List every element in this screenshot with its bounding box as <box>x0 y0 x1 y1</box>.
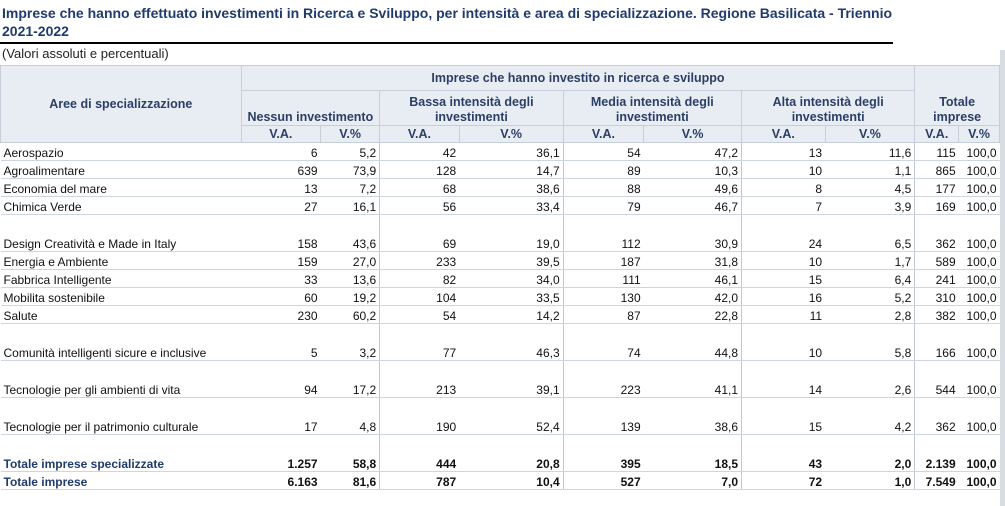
table-row <box>1 306 1000 324</box>
cell-pct: 49,6 <box>644 179 742 197</box>
pct-col-header: V.% <box>959 126 1000 143</box>
cell-pct: 100,0 <box>959 252 1000 270</box>
va-col-header: V.A. <box>915 126 959 143</box>
cell-va: 865 <box>915 161 959 179</box>
cell-pct: 6,4 <box>825 270 915 288</box>
cell-va: 10 <box>742 324 826 361</box>
cell-pct: 5,8 <box>825 324 915 361</box>
row-label: Mobilita sostenibile <box>1 288 242 306</box>
cell-pct: 1,1 <box>825 161 915 179</box>
cell-pct: 100,0 <box>959 435 1000 472</box>
cell-pct: 1,0 <box>825 472 915 490</box>
cell-va: 79 <box>563 197 644 215</box>
cell-va: 362 <box>915 398 959 435</box>
cell-pct: 10,4 <box>459 472 563 490</box>
cell-pct: 10,3 <box>644 161 742 179</box>
table-row <box>1 143 1000 161</box>
total-header-top <box>915 66 1000 91</box>
cell-pct: 39,1 <box>459 361 563 398</box>
table-title: Imprese che hanno effettuato investimenti in Ricerca e Sviluppo, per intensità e area di specializzazione. Regione Basilicata - Triennio 2021-2022 <box>2 5 893 39</box>
cell-va: 382 <box>915 306 959 324</box>
table-row <box>1 361 1000 398</box>
cell-pct: 100,0 <box>959 288 1000 306</box>
cell-va: 77 <box>380 324 460 361</box>
cell-va: 17 <box>241 398 321 435</box>
group-bassa: Bassa intensità degli investimenti <box>380 91 563 126</box>
cell-va: 16 <box>742 288 826 306</box>
row-header: Aree di specializzazione <box>1 66 242 143</box>
cell-va: 10 <box>742 252 826 270</box>
cell-pct: 46,1 <box>644 270 742 288</box>
cell-pct: 1,7 <box>825 252 915 270</box>
cell-va: 43 <box>742 435 826 472</box>
pct-col-header: V.% <box>321 126 380 143</box>
cell-va: 2.139 <box>915 435 959 472</box>
cell-pct: 60,2 <box>321 306 380 324</box>
cell-pct: 34,0 <box>459 270 563 288</box>
cell-va: 54 <box>380 306 460 324</box>
cell-va: 787 <box>380 472 460 490</box>
cell-pct: 41,1 <box>644 361 742 398</box>
cell-pct: 81,6 <box>321 472 380 490</box>
cell-va: 72 <box>742 472 826 490</box>
cell-va: 233 <box>380 252 460 270</box>
cell-va: 159 <box>241 252 321 270</box>
row-label: Comunità intelligenti sicure e inclusive <box>1 324 242 361</box>
cell-pct: 2,6 <box>825 361 915 398</box>
cell-va: 5 <box>241 324 321 361</box>
cell-va: 104 <box>380 288 460 306</box>
table-body <box>1 143 1000 490</box>
cell-va: 223 <box>563 361 644 398</box>
cell-pct: 100,0 <box>959 270 1000 288</box>
cell-va: 94 <box>241 361 321 398</box>
cell-pct: 17,2 <box>321 361 380 398</box>
va-col-header: V.A. <box>563 126 644 143</box>
row-label: Agroalimentare <box>1 161 242 179</box>
group-totale: Totale imprese <box>915 91 1000 126</box>
cell-pct: 100,0 <box>959 361 1000 398</box>
cell-pct: 13,6 <box>321 270 380 288</box>
cell-va: 87 <box>563 306 644 324</box>
cell-va: 139 <box>563 398 644 435</box>
cell-va: 56 <box>380 197 460 215</box>
table-row <box>1 398 1000 435</box>
cell-pct: 11,6 <box>825 143 915 161</box>
va-col-header: V.A. <box>241 126 321 143</box>
cell-pct: 39,5 <box>459 252 563 270</box>
row-label: Totale imprese specializzate <box>1 435 242 472</box>
cell-pct: 100,0 <box>959 161 1000 179</box>
cell-pct: 20,8 <box>459 435 563 472</box>
cell-pct: 5,2 <box>825 288 915 306</box>
cell-va: 544 <box>915 361 959 398</box>
cell-va: 42 <box>380 143 460 161</box>
cell-va: 130 <box>563 288 644 306</box>
cell-pct: 7,0 <box>644 472 742 490</box>
cell-pct: 2,8 <box>825 306 915 324</box>
cell-va: 33 <box>241 270 321 288</box>
cell-va: 11 <box>742 306 826 324</box>
va-col-header: V.A. <box>380 126 460 143</box>
row-label: Chimica Verde <box>1 197 242 215</box>
cell-va: 27 <box>241 197 321 215</box>
table-row <box>1 252 1000 270</box>
cell-pct: 100,0 <box>959 324 1000 361</box>
data-table <box>0 65 1000 490</box>
cell-pct: 3,2 <box>321 324 380 361</box>
cell-va: 112 <box>563 215 644 252</box>
cell-va: 187 <box>563 252 644 270</box>
cell-pct: 44,8 <box>644 324 742 361</box>
cell-va: 230 <box>241 306 321 324</box>
cell-va: 89 <box>563 161 644 179</box>
row-label: Aerospazio <box>1 143 242 161</box>
cell-va: 213 <box>380 361 460 398</box>
table-row <box>1 288 1000 306</box>
cell-pct: 14,7 <box>459 161 563 179</box>
cell-pct: 100,0 <box>959 472 1000 490</box>
cell-pct: 100,0 <box>959 143 1000 161</box>
group-header: Imprese che hanno investito in ricerca e sviluppo <box>241 66 915 91</box>
cell-va: 54 <box>563 143 644 161</box>
cell-va: 68 <box>380 179 460 197</box>
cell-va: 74 <box>563 324 644 361</box>
table-row <box>1 324 1000 361</box>
cell-va: 115 <box>915 143 959 161</box>
cell-pct: 36,1 <box>459 143 563 161</box>
row-label: Energia e Ambiente <box>1 252 242 270</box>
cell-pct: 46,7 <box>644 197 742 215</box>
group-nessun: Nessun investimento <box>241 91 380 126</box>
group-alta: Alta intensità degli investimenti <box>742 91 915 126</box>
table-subtitle: (Valori assoluti e percentuali) <box>2 46 169 61</box>
cell-va: 14 <box>742 361 826 398</box>
cell-pct: 100,0 <box>959 179 1000 197</box>
title-divider <box>0 42 893 44</box>
row-label: Economia del mare <box>1 179 242 197</box>
pct-col-header: V.% <box>459 126 563 143</box>
cell-pct: 38,6 <box>644 398 742 435</box>
cell-va: 362 <box>915 215 959 252</box>
cell-pct: 16,1 <box>321 197 380 215</box>
cell-va: 13 <box>241 179 321 197</box>
cell-va: 60 <box>241 288 321 306</box>
row-label: Design Creatività e Made in Italy <box>1 215 242 252</box>
cell-pct: 4,8 <box>321 398 380 435</box>
cell-va: 169 <box>915 197 959 215</box>
cell-pct: 18,5 <box>644 435 742 472</box>
cell-pct: 27,0 <box>321 252 380 270</box>
cell-pct: 14,2 <box>459 306 563 324</box>
cell-pct: 4,2 <box>825 398 915 435</box>
cell-va: 190 <box>380 398 460 435</box>
cell-va: 111 <box>563 270 644 288</box>
cell-va: 7 <box>742 197 826 215</box>
cell-pct: 2,0 <box>825 435 915 472</box>
cell-pct: 38,6 <box>459 179 563 197</box>
cell-va: 88 <box>563 179 644 197</box>
cell-pct: 47,2 <box>644 143 742 161</box>
cell-va: 13 <box>742 143 826 161</box>
cell-pct: 31,8 <box>644 252 742 270</box>
group-media: Media intensità degli investimenti <box>563 91 741 126</box>
cell-va: 241 <box>915 270 959 288</box>
cell-va: 158 <box>241 215 321 252</box>
pct-col-header: V.% <box>644 126 742 143</box>
row-label: Tecnologie per gli ambienti di vita <box>1 361 242 398</box>
cell-va: 8 <box>742 179 826 197</box>
cell-va: 15 <box>742 270 826 288</box>
cell-va: 527 <box>563 472 644 490</box>
cell-va: 395 <box>563 435 644 472</box>
cell-pct: 19,2 <box>321 288 380 306</box>
cell-va: 310 <box>915 288 959 306</box>
cell-pct: 42,0 <box>644 288 742 306</box>
table-row <box>1 435 1000 472</box>
cell-pct: 46,3 <box>459 324 563 361</box>
cell-va: 128 <box>380 161 460 179</box>
cell-pct: 19,0 <box>459 215 563 252</box>
cell-va: 6 <box>241 143 321 161</box>
row-label: Fabbrica Intelligente <box>1 270 242 288</box>
cell-va: 589 <box>915 252 959 270</box>
cell-pct: 5,2 <box>321 143 380 161</box>
cell-va: 69 <box>380 215 460 252</box>
va-col-header: V.A. <box>742 126 826 143</box>
cell-pct: 100,0 <box>959 197 1000 215</box>
cell-pct: 3,9 <box>825 197 915 215</box>
row-label: Totale imprese <box>1 472 242 490</box>
cell-va: 639 <box>241 161 321 179</box>
row-label: Salute <box>1 306 242 324</box>
cell-pct: 33,4 <box>459 197 563 215</box>
cell-pct: 100,0 <box>959 398 1000 435</box>
cell-pct: 22,8 <box>644 306 742 324</box>
cell-va: 15 <box>742 398 826 435</box>
cell-va: 1.257 <box>241 435 321 472</box>
table-row <box>1 197 1000 215</box>
cell-pct: 7,2 <box>321 179 380 197</box>
table-row <box>1 270 1000 288</box>
table-row <box>1 472 1000 490</box>
cell-va: 10 <box>742 161 826 179</box>
cell-va: 166 <box>915 324 959 361</box>
cell-pct: 33,5 <box>459 288 563 306</box>
table-row <box>1 215 1000 252</box>
cell-va: 24 <box>742 215 826 252</box>
cell-pct: 52,4 <box>459 398 563 435</box>
table-row <box>1 161 1000 179</box>
cell-va: 6.163 <box>241 472 321 490</box>
cell-pct: 100,0 <box>959 306 1000 324</box>
cell-va: 7.549 <box>915 472 959 490</box>
table-row <box>1 179 1000 197</box>
cell-pct: 100,0 <box>959 215 1000 252</box>
cell-va: 444 <box>380 435 460 472</box>
row-label: Tecnologie per il patrimonio culturale <box>1 398 242 435</box>
pct-col-header: V.% <box>825 126 915 143</box>
cell-pct: 6,5 <box>825 215 915 252</box>
cell-va: 177 <box>915 179 959 197</box>
cell-pct: 30,9 <box>644 215 742 252</box>
window-edge <box>1000 50 1005 506</box>
cell-pct: 4,5 <box>825 179 915 197</box>
cell-pct: 73,9 <box>321 161 380 179</box>
cell-pct: 43,6 <box>321 215 380 252</box>
cell-pct: 58,8 <box>321 435 380 472</box>
cell-va: 82 <box>380 270 460 288</box>
